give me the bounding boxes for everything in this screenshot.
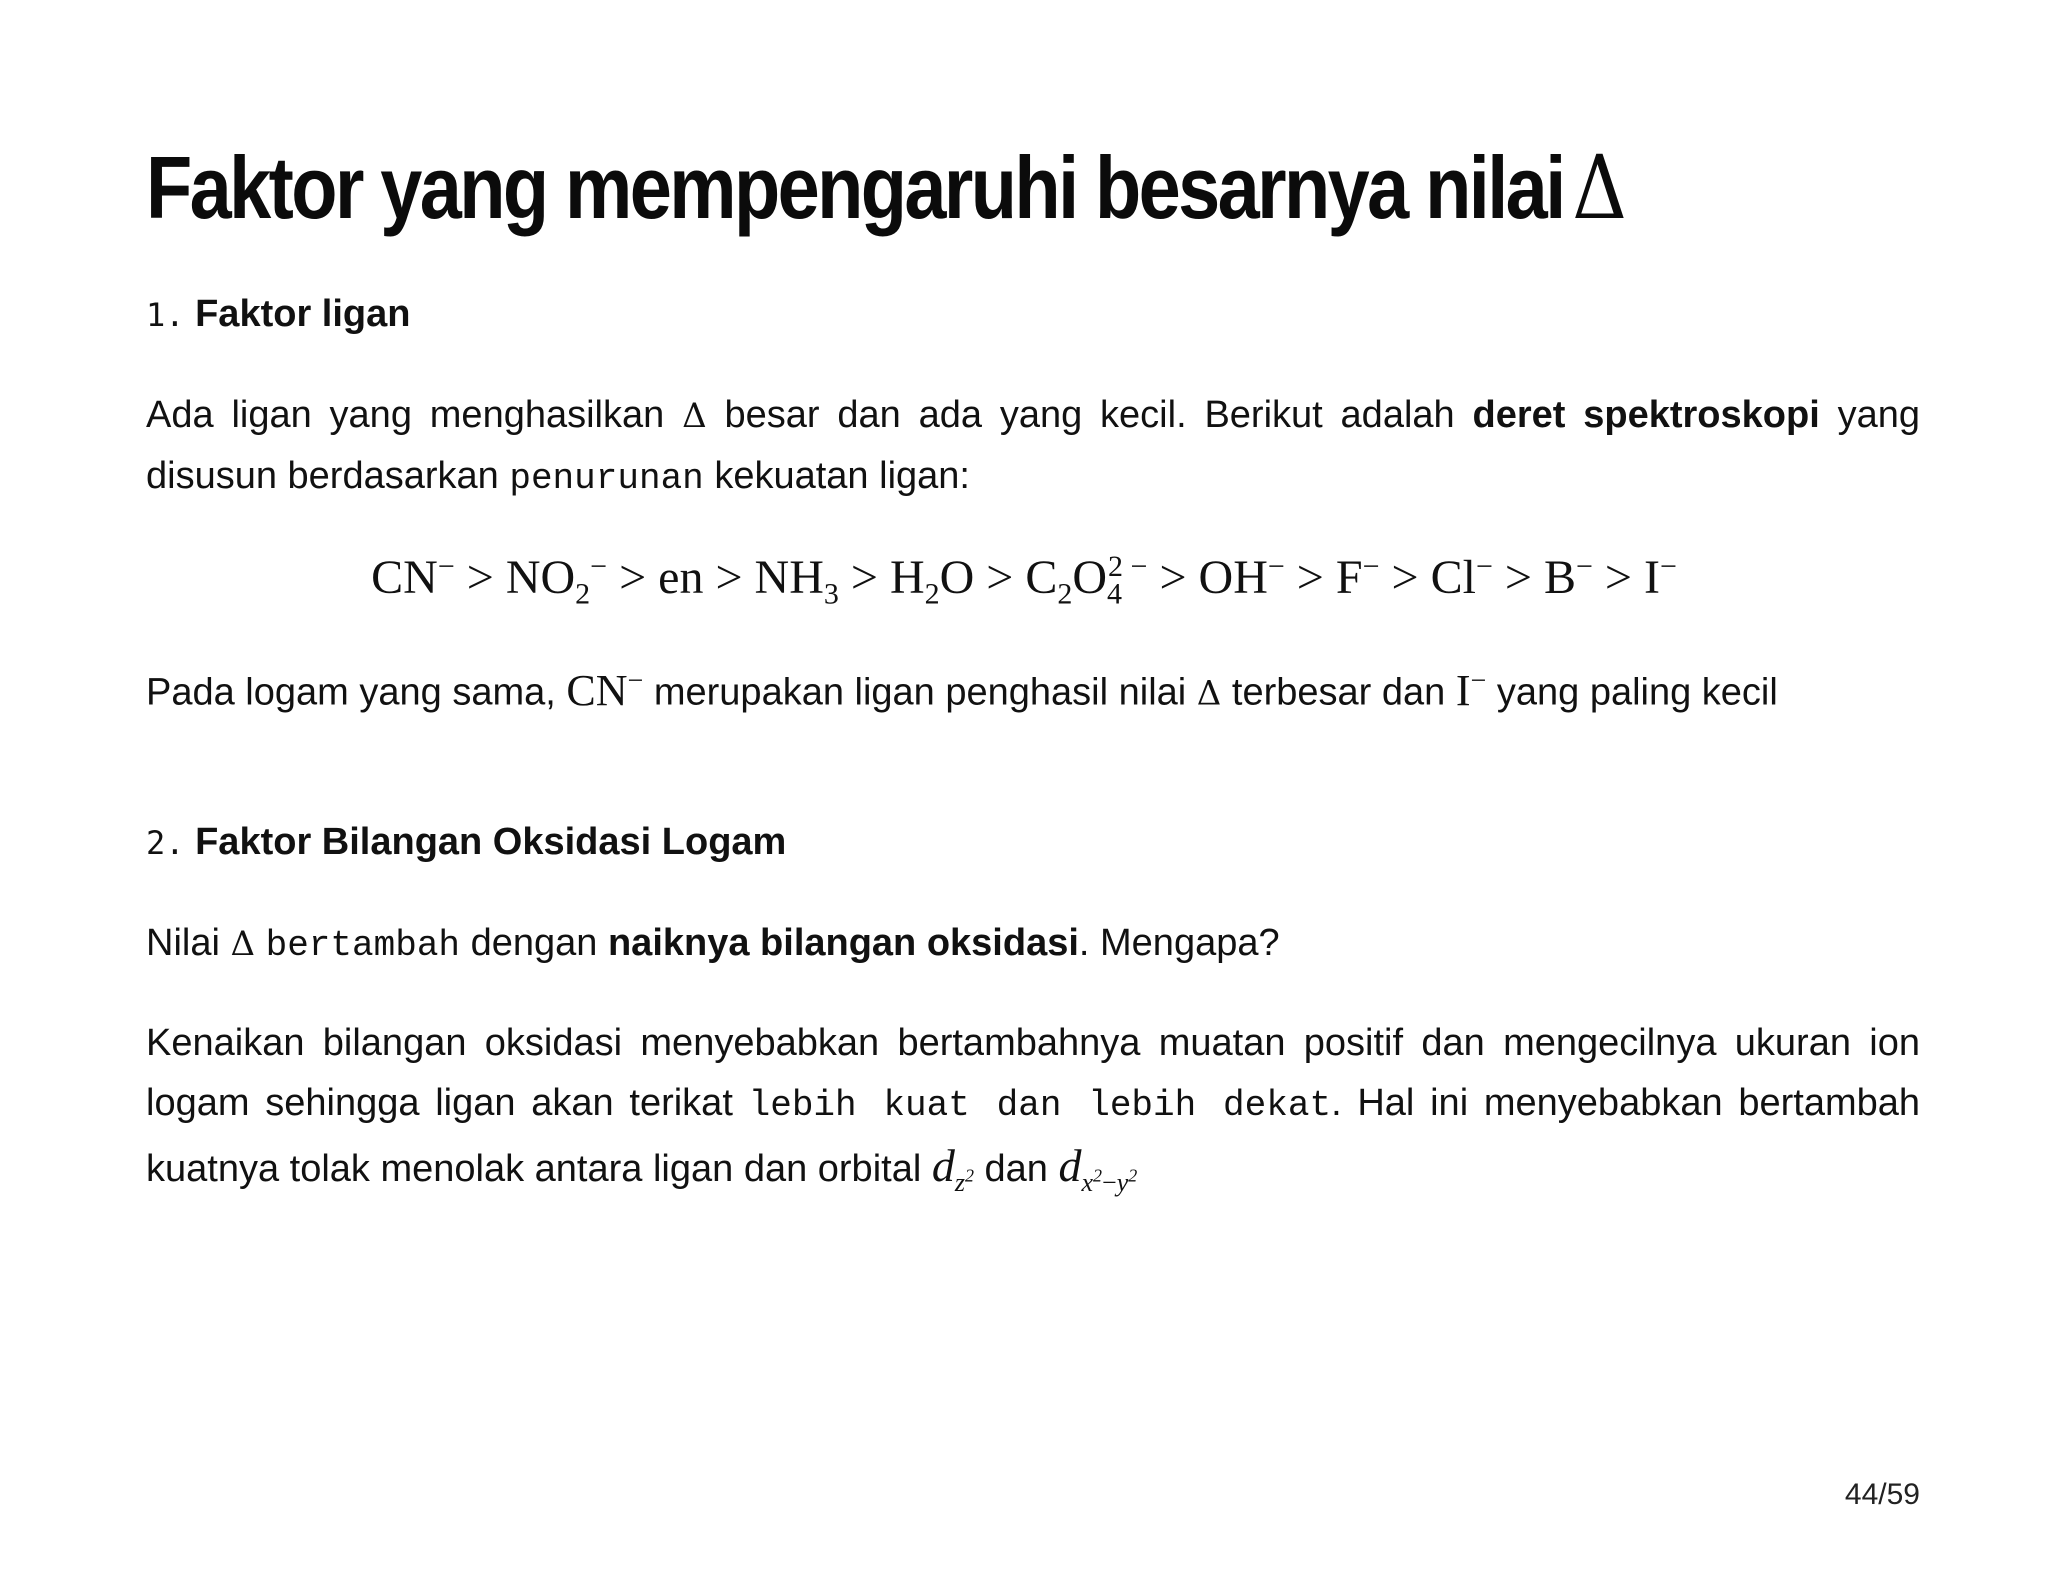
delta-symbol: Δ	[682, 396, 707, 436]
spectrochemical-series	[0, 548, 2048, 611]
section-1-heading	[146, 284, 1920, 345]
ligand-base: NO	[505, 551, 576, 604]
orbital-sup: 2	[1093, 1165, 1103, 1186]
ligand-sup: −	[1475, 550, 1493, 583]
ligand-tail: O	[939, 551, 975, 604]
ligand-tail-sub: 4	[1107, 577, 1123, 611]
math-base: CN	[566, 665, 628, 715]
bold-term: deret spektroskopi	[1472, 394, 1820, 436]
text-segment: Pada logam yang sama,	[146, 671, 556, 714]
ligand-base: Cl	[1430, 551, 1476, 604]
title-text: Faktor yang mempengaruhi besarnya nilai	[146, 138, 1564, 237]
math-sup: −	[627, 665, 644, 696]
greater-than-sign: >	[1147, 551, 1199, 604]
mono-term: penurunan	[509, 458, 704, 499]
ligand-6	[1199, 551, 1285, 604]
ligand-sup: −	[1659, 550, 1677, 583]
greater-than-sign: >	[607, 551, 659, 604]
greater-than-sign: >	[974, 551, 1026, 604]
text-segment: kekuatan ligan:	[714, 455, 970, 497]
section-2-heading	[146, 812, 1920, 873]
ligand-base: I	[1643, 551, 1660, 604]
orbital-sub: y	[1116, 1168, 1129, 1198]
ligand-sup: −	[1575, 550, 1593, 583]
section-2-number: 2.	[146, 824, 185, 862]
orbital-sub: x	[1081, 1168, 1094, 1198]
ligand-5	[1025, 550, 1148, 611]
greater-than-sign: >	[1284, 551, 1336, 604]
text-segment: Nilai	[146, 922, 220, 964]
text-segment: yang disusun berdasarkan	[146, 394, 1920, 497]
section-2-paragraph-1	[146, 913, 1920, 976]
title-delta-symbol: Δ	[1572, 136, 1627, 239]
delta-symbol: Δ	[230, 924, 256, 964]
text-segment: dan	[984, 1148, 1048, 1190]
page-number: 44/59	[1844, 1478, 1920, 1511]
ligand-sup: −	[1267, 550, 1285, 583]
ligand-tail: O	[1072, 551, 1108, 604]
ligand-sub: 3	[823, 577, 839, 611]
section-2-heading-text: Faktor Bilangan Oksidasi Logam	[195, 821, 787, 863]
greater-than-sign: >	[1592, 551, 1644, 604]
ligand-base: C	[1025, 551, 1058, 604]
ligand-base: OH	[1198, 551, 1268, 604]
bold-term: naiknya bilangan oksidasi	[607, 922, 1079, 964]
ligand-tail-sup: 2 −	[1108, 550, 1148, 583]
text-segment: terbesar dan	[1231, 671, 1446, 714]
ligand-9	[1544, 551, 1593, 604]
orbital-sup: 2	[964, 1165, 974, 1186]
page-title	[146, 136, 1627, 239]
text-segment: Ada ligan yang menghasilkan	[146, 394, 665, 436]
mono-term: lebih kuat dan lebih dekat	[748, 1085, 1332, 1126]
ligand-7	[1336, 551, 1380, 604]
text-segment: besar dan ada yang kecil. Berikut adalah	[724, 394, 1455, 436]
orbital-dz2	[931, 1140, 974, 1198]
orbital-dx2-y2	[1058, 1140, 1138, 1198]
ligand-sup: −	[437, 550, 455, 583]
section-1-heading-text: Faktor ligan	[195, 293, 411, 335]
text-segment: yang paling kecil	[1496, 671, 1778, 714]
orbital-sup: 2	[1128, 1165, 1138, 1186]
greater-than-sign: >	[1379, 551, 1431, 604]
orbital-minus: −	[1102, 1168, 1117, 1198]
ligand-2	[658, 551, 703, 604]
ligand-10	[1644, 551, 1677, 604]
greater-than-sign: >	[838, 551, 890, 604]
text-segment: Kenaikan bilangan oksidasi menyebabkan bertambahnya muatan positif dan mengecilnya ukuran ion logam sehingga ligan akan terikat	[146, 1022, 1920, 1124]
math-cn	[566, 666, 643, 715]
orbital-d: d	[1058, 1140, 1082, 1191]
ligand-sub: 2	[1057, 577, 1073, 611]
text-segment: . Hal ini menyebabkan bertambah kuatnya tolak menolak antara ligan dan orbital	[146, 1082, 1921, 1190]
section-2-paragraph-2	[146, 1013, 1920, 1213]
text-segment: dengan	[470, 922, 598, 964]
section-1-paragraph	[146, 385, 1920, 509]
greater-than-sign: >	[1492, 551, 1544, 604]
ligand-base: F	[1335, 551, 1363, 604]
ligand-sup: −	[590, 550, 608, 583]
section-1-paragraph-2	[146, 651, 1920, 724]
orbital-sub: z	[954, 1168, 965, 1198]
ligand-3	[754, 551, 839, 611]
text-segment: . Mengapa?	[1078, 922, 1280, 964]
ligand-base: NH	[754, 551, 824, 604]
section-1-number: 1.	[146, 296, 185, 334]
ligand-0	[371, 551, 455, 604]
ligand-8	[1431, 551, 1493, 604]
ligand-sub: 2	[924, 577, 940, 611]
text-segment: merupakan ligan penghasil nilai	[653, 671, 1187, 714]
math-base: I	[1455, 665, 1471, 715]
orbital-d: d	[931, 1140, 955, 1191]
greater-than-sign: >	[454, 551, 506, 604]
ligand-base: en	[658, 551, 704, 604]
delta-symbol: Δ	[1196, 673, 1222, 714]
mono-term: bertambah	[265, 925, 461, 966]
ligand-1	[505, 550, 608, 611]
ligand-sub: 2	[575, 577, 591, 611]
ligand-4	[889, 551, 975, 611]
ligand-base: B	[1543, 551, 1576, 604]
math-sup: −	[1470, 665, 1487, 696]
ligand-base: H	[889, 551, 925, 604]
math-i	[1456, 666, 1486, 715]
ligand-base: CN	[371, 551, 438, 604]
ligand-sup: −	[1362, 550, 1380, 583]
greater-than-sign: >	[703, 551, 755, 604]
